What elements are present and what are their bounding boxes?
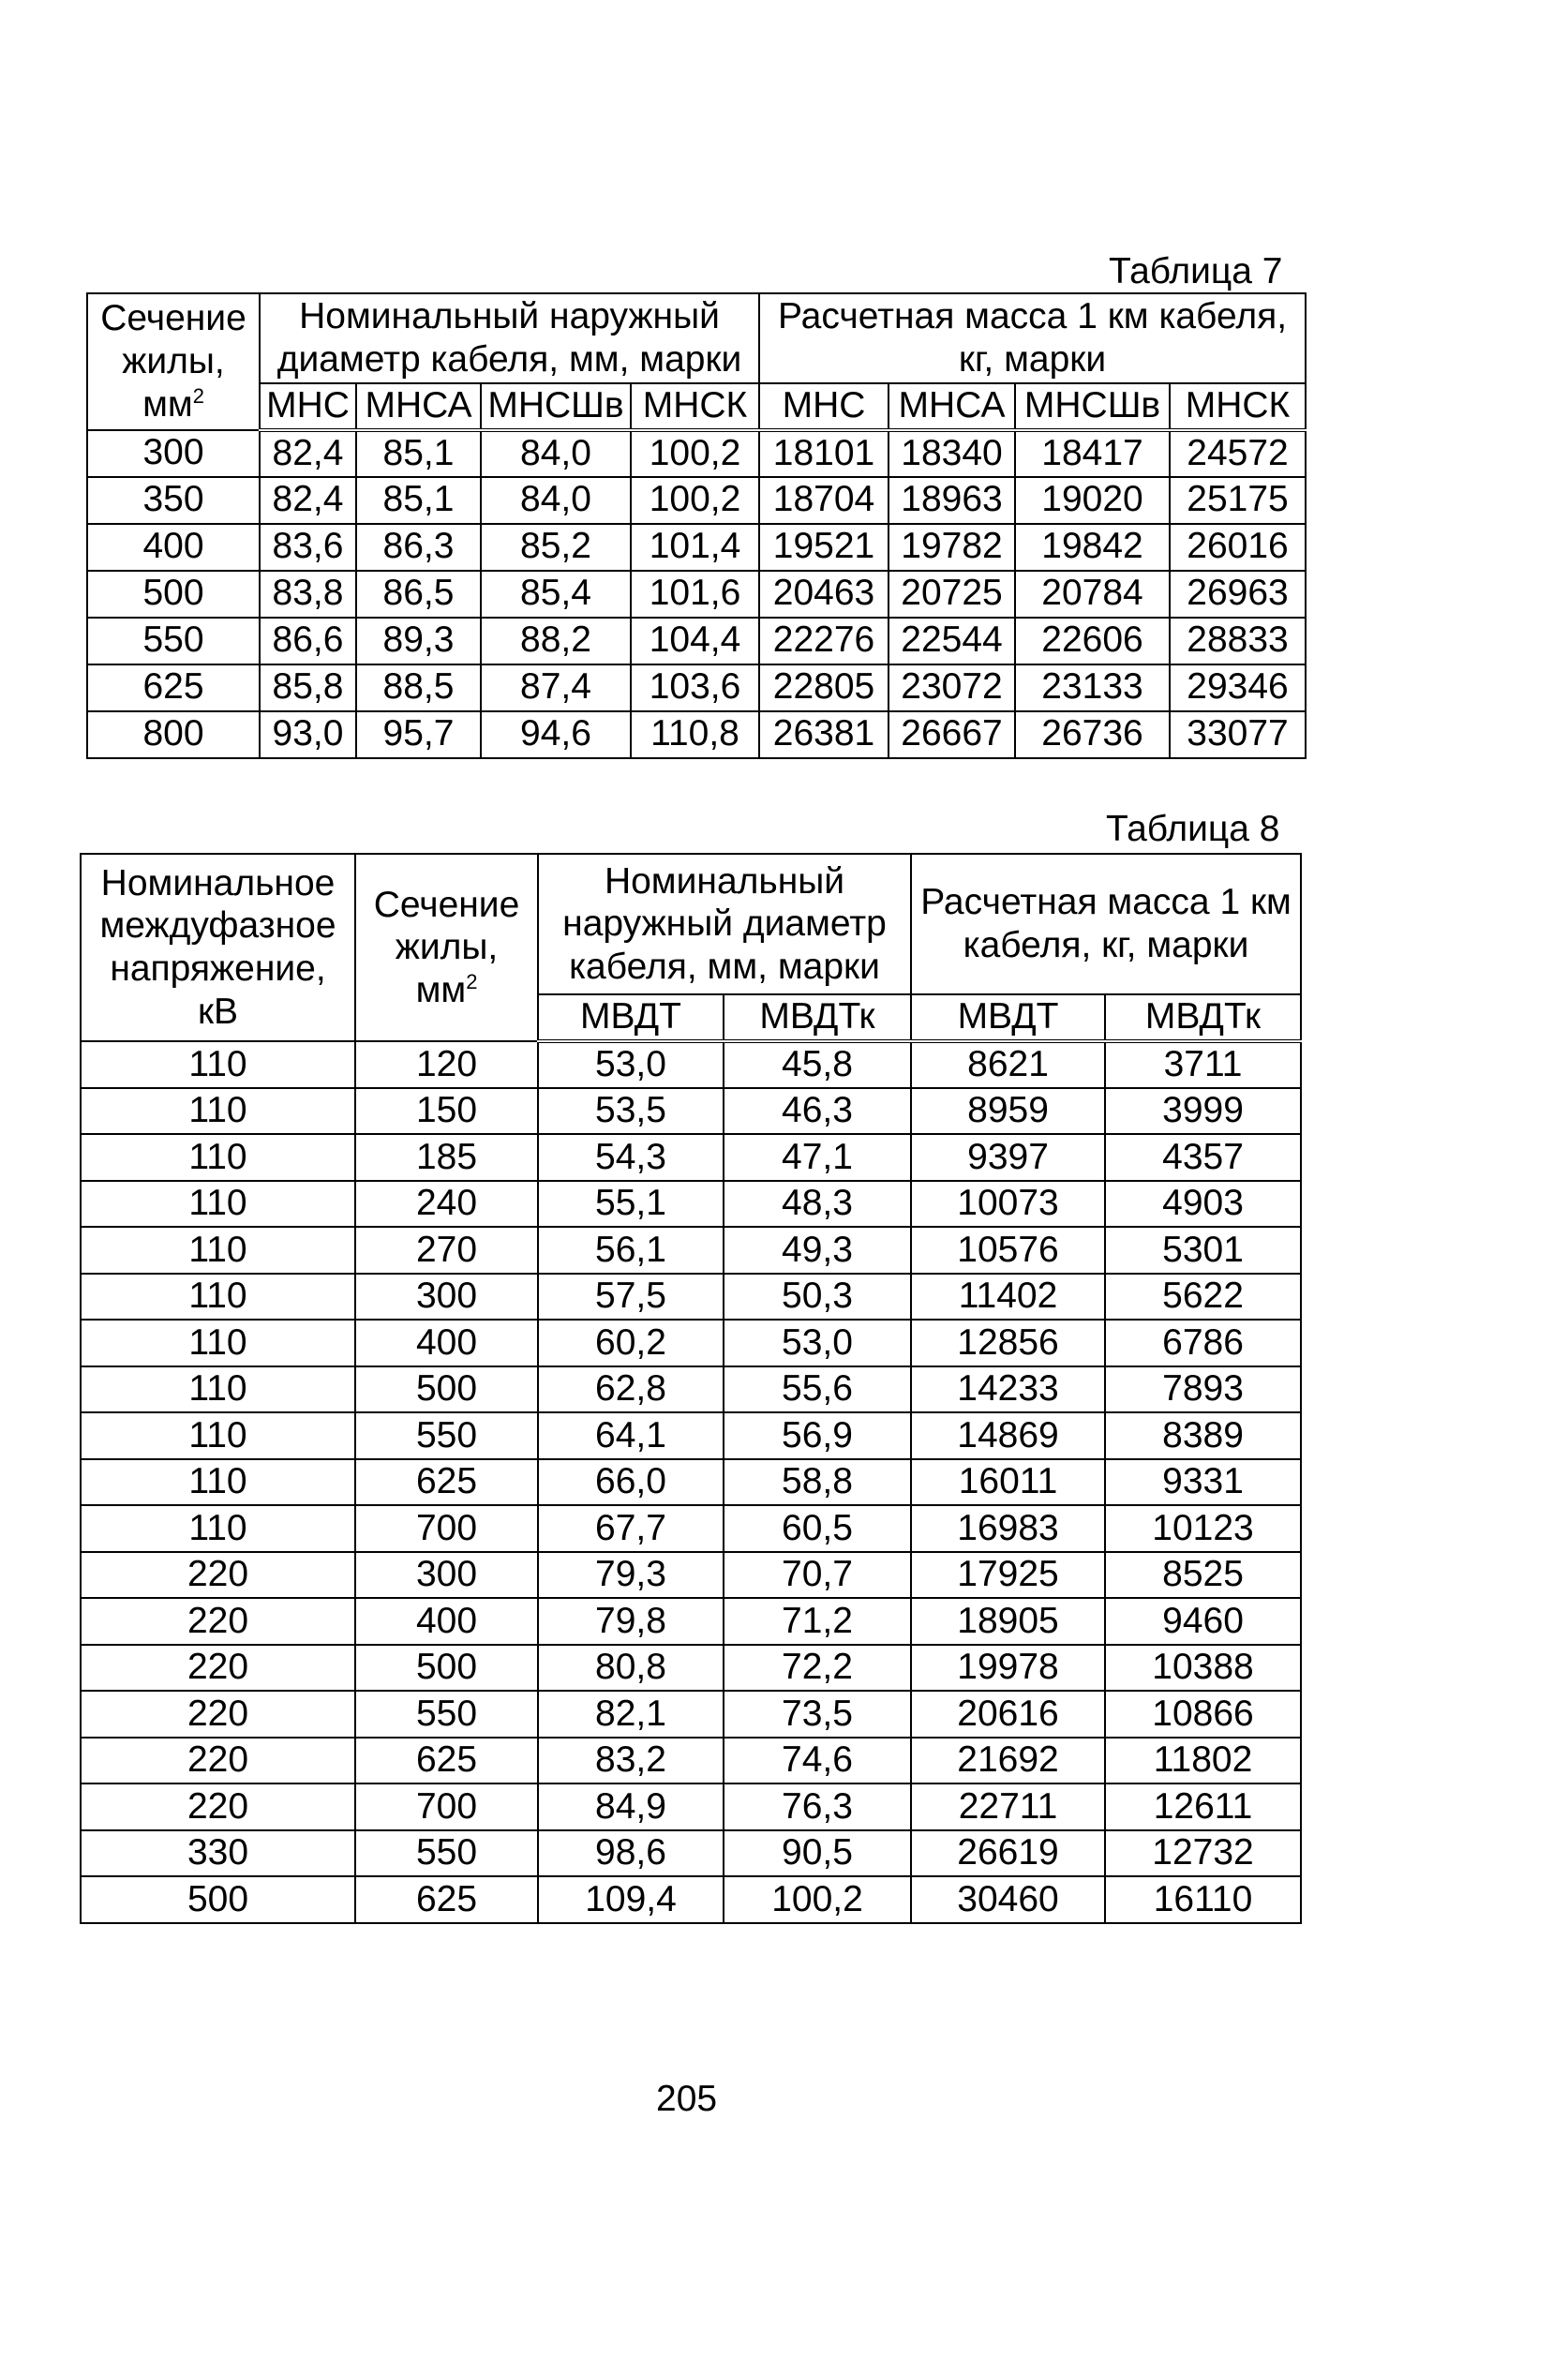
- table-row: [81, 1459, 1301, 1506]
- table-cell: 26963: [1170, 571, 1306, 618]
- table-cell: 16011: [911, 1459, 1105, 1506]
- table-cell: 104,4: [631, 618, 759, 664]
- table-cell: 11802: [1105, 1738, 1301, 1784]
- table-row: [87, 477, 1306, 524]
- table-row: [81, 1134, 1301, 1181]
- table7-brand-header: МНСК: [1170, 383, 1306, 430]
- table8-header-diameter: Номинальный наружный диаметр кабеля, мм, марки: [538, 854, 911, 994]
- table-cell: 86,5: [356, 571, 481, 618]
- table-cell: 100,2: [631, 430, 759, 477]
- table8-brand-header: МВДТк: [724, 994, 911, 1041]
- table-cell: 110: [81, 1412, 355, 1459]
- table7-header-mass: Расчетная масса 1 км кабеля, кг, марки: [759, 293, 1306, 383]
- table-cell: 85,8: [260, 664, 356, 711]
- table-cell: 3999: [1105, 1088, 1301, 1135]
- table-cell: 50,3: [724, 1274, 911, 1321]
- table-cell: 400: [355, 1598, 538, 1645]
- table-cell: 55,1: [538, 1181, 724, 1228]
- table-cell: 101,4: [631, 524, 759, 571]
- table-cell: 18704: [759, 477, 889, 524]
- table-cell: 220: [81, 1598, 355, 1645]
- table-cell: 700: [355, 1783, 538, 1830]
- table-cell: 625: [87, 664, 260, 711]
- table-cell: 3711: [1105, 1041, 1301, 1088]
- table-cell: 625: [355, 1876, 538, 1923]
- table-row: [81, 1645, 1301, 1692]
- table-cell: 625: [355, 1459, 538, 1506]
- table-cell: 82,4: [260, 477, 356, 524]
- table-cell: 220: [81, 1783, 355, 1830]
- table-cell: 20616: [911, 1691, 1105, 1738]
- table-cell: 49,3: [724, 1227, 911, 1274]
- table-cell: 71,2: [724, 1598, 911, 1645]
- table-cell: 500: [81, 1876, 355, 1923]
- table-cell: 220: [81, 1691, 355, 1738]
- table-cell: 26016: [1170, 524, 1306, 571]
- table-row: [87, 618, 1306, 664]
- table-cell: 110: [81, 1041, 355, 1088]
- table-cell: 83,2: [538, 1738, 724, 1784]
- table-cell: 9460: [1105, 1598, 1301, 1645]
- table-cell: 19782: [889, 524, 1015, 571]
- table-cell: 26736: [1015, 711, 1170, 758]
- table-cell: 73,5: [724, 1691, 911, 1738]
- table-cell: 18340: [889, 430, 1015, 477]
- table-row: [81, 1320, 1301, 1366]
- table-cell: 110: [81, 1366, 355, 1413]
- table-row: [81, 1088, 1301, 1135]
- table-cell: 30460: [911, 1876, 1105, 1923]
- table-cell: 22711: [911, 1783, 1105, 1830]
- table-cell: 500: [355, 1366, 538, 1413]
- table8-header-voltage: Номинальное междуфазное напряжение, кВ: [81, 854, 355, 1041]
- table-cell: 24572: [1170, 430, 1306, 477]
- table-row: [87, 711, 1306, 758]
- table7-brand-header: МНСА: [356, 383, 481, 430]
- table-cell: 46,3: [724, 1088, 911, 1135]
- table-cell: 300: [355, 1274, 538, 1321]
- table-cell: 85,4: [481, 571, 631, 618]
- table-cell: 400: [355, 1320, 538, 1366]
- table-cell: 270: [355, 1227, 538, 1274]
- table-cell: 55,6: [724, 1366, 911, 1413]
- table-cell: 16110: [1105, 1876, 1301, 1923]
- table7-header-diameter: Номинальный наружный диаметр кабеля, мм, марки: [260, 293, 759, 383]
- table-cell: 26619: [911, 1830, 1105, 1877]
- table-cell: 18963: [889, 477, 1015, 524]
- table-cell: 110: [81, 1088, 355, 1135]
- table-cell: 58,8: [724, 1459, 911, 1506]
- table-cell: 79,8: [538, 1598, 724, 1645]
- table-cell: 18417: [1015, 430, 1170, 477]
- table-cell: 53,0: [538, 1041, 724, 1088]
- table-cell: 83,6: [260, 524, 356, 571]
- table-row: [81, 1041, 1301, 1088]
- table-cell: 29346: [1170, 664, 1306, 711]
- table-cell: 18905: [911, 1598, 1105, 1645]
- table-cell: 103,6: [631, 664, 759, 711]
- table-cell: 54,3: [538, 1134, 724, 1181]
- table-cell: 5301: [1105, 1227, 1301, 1274]
- table-cell: 7893: [1105, 1366, 1301, 1413]
- table-cell: 18101: [759, 430, 889, 477]
- table-cell: 220: [81, 1552, 355, 1599]
- table-cell: 110: [81, 1134, 355, 1181]
- table-cell: 4903: [1105, 1181, 1301, 1228]
- table-cell: 12611: [1105, 1783, 1301, 1830]
- table-cell: 9331: [1105, 1459, 1301, 1506]
- table-row: [81, 1181, 1301, 1228]
- table-cell: 240: [355, 1181, 538, 1228]
- table7-brand-header: МНС: [759, 383, 889, 430]
- table-cell: 67,7: [538, 1505, 724, 1552]
- table-cell: 550: [87, 618, 260, 664]
- table-cell: 625: [355, 1738, 538, 1784]
- table8: [80, 853, 1302, 1924]
- table-cell: 300: [87, 430, 260, 477]
- table-cell: 85,1: [356, 477, 481, 524]
- table-cell: 185: [355, 1134, 538, 1181]
- table-cell: 88,5: [356, 664, 481, 711]
- table-cell: 74,6: [724, 1738, 911, 1784]
- table-cell: 33077: [1170, 711, 1306, 758]
- table-row: [81, 1830, 1301, 1877]
- table-row: [87, 524, 1306, 571]
- table-cell: 110,8: [631, 711, 759, 758]
- table-cell: 110: [81, 1459, 355, 1506]
- table-cell: 220: [81, 1738, 355, 1784]
- table-cell: 550: [355, 1691, 538, 1738]
- table-cell: 500: [355, 1645, 538, 1692]
- table-cell: 89,3: [356, 618, 481, 664]
- table-cell: 22276: [759, 618, 889, 664]
- table-cell: 4357: [1105, 1134, 1301, 1181]
- table-cell: 550: [355, 1830, 538, 1877]
- table-row: [81, 1598, 1301, 1645]
- table-cell: 84,9: [538, 1783, 724, 1830]
- table-cell: 6786: [1105, 1320, 1301, 1366]
- table-cell: 12732: [1105, 1830, 1301, 1877]
- table-cell: 26381: [759, 711, 889, 758]
- table-cell: 350: [87, 477, 260, 524]
- table-cell: 14233: [911, 1366, 1105, 1413]
- table-row: [87, 571, 1306, 618]
- table-cell: 25175: [1170, 477, 1306, 524]
- table-cell: 150: [355, 1088, 538, 1135]
- table7-brand-header: МНСШв: [481, 383, 631, 430]
- table7-brand-header: МНСА: [889, 383, 1015, 430]
- table-cell: 28833: [1170, 618, 1306, 664]
- table-cell: 22544: [889, 618, 1015, 664]
- table-cell: 109,4: [538, 1876, 724, 1923]
- table-row: [87, 664, 1306, 711]
- table-cell: 550: [355, 1412, 538, 1459]
- table7-header-section: Сечение жилы, $мм^2$: [87, 293, 260, 430]
- table-cell: 48,3: [724, 1181, 911, 1228]
- table-cell: 95,7: [356, 711, 481, 758]
- table-cell: 19842: [1015, 524, 1170, 571]
- table-cell: 16983: [911, 1505, 1105, 1552]
- table-cell: 10073: [911, 1181, 1105, 1228]
- table-cell: 9397: [911, 1134, 1105, 1181]
- table-cell: 82,4: [260, 430, 356, 477]
- table-cell: 110: [81, 1505, 355, 1552]
- table-cell: 22805: [759, 664, 889, 711]
- table-cell: 8389: [1105, 1412, 1301, 1459]
- table-cell: 100,2: [724, 1876, 911, 1923]
- table-cell: 10866: [1105, 1691, 1301, 1738]
- table7-caption: Таблица 7: [1109, 251, 1283, 291]
- table-cell: 90,5: [724, 1830, 911, 1877]
- table-cell: 94,6: [481, 711, 631, 758]
- table-cell: 300: [355, 1552, 538, 1599]
- table-cell: 220: [81, 1645, 355, 1692]
- table-cell: 66,0: [538, 1459, 724, 1506]
- table-cell: 8959: [911, 1088, 1105, 1135]
- table-cell: 98,6: [538, 1830, 724, 1877]
- table-row: [81, 1366, 1301, 1413]
- table-cell: 11402: [911, 1274, 1105, 1321]
- table-cell: 84,0: [481, 430, 631, 477]
- table-cell: 53,0: [724, 1320, 911, 1366]
- table-cell: 500: [87, 571, 260, 618]
- table-cell: 86,6: [260, 618, 356, 664]
- table-cell: 93,0: [260, 711, 356, 758]
- table-cell: 86,3: [356, 524, 481, 571]
- table-cell: 62,8: [538, 1366, 724, 1413]
- table-row: [87, 430, 1306, 477]
- table-cell: 5622: [1105, 1274, 1301, 1321]
- table-cell: 8621: [911, 1041, 1105, 1088]
- table-cell: 56,9: [724, 1412, 911, 1459]
- table-cell: 20784: [1015, 571, 1170, 618]
- table-cell: 19521: [759, 524, 889, 571]
- table-cell: 19978: [911, 1645, 1105, 1692]
- table-cell: 8525: [1105, 1552, 1301, 1599]
- table-cell: 83,8: [260, 571, 356, 618]
- table-cell: 20463: [759, 571, 889, 618]
- table-cell: 110: [81, 1181, 355, 1228]
- table7-brand-header: МНСШв: [1015, 383, 1170, 430]
- table7-brand-header: МНСК: [631, 383, 759, 430]
- table-cell: 79,3: [538, 1552, 724, 1599]
- table-cell: 101,6: [631, 571, 759, 618]
- table-cell: 20725: [889, 571, 1015, 618]
- table-cell: 56,1: [538, 1227, 724, 1274]
- table-cell: 45,8: [724, 1041, 911, 1088]
- table-cell: 23072: [889, 664, 1015, 711]
- table7-brand-header: МНС: [260, 383, 356, 430]
- table-cell: 80,8: [538, 1645, 724, 1692]
- table-cell: 120: [355, 1041, 538, 1088]
- table-cell: 10576: [911, 1227, 1105, 1274]
- table8-header-mass: Расчетная масса 1 км кабеля, кг, марки: [911, 854, 1301, 994]
- table-row: [81, 1274, 1301, 1321]
- table-row: [81, 1691, 1301, 1738]
- table8-brand-header: МВДТ: [911, 994, 1105, 1041]
- table-cell: 85,2: [481, 524, 631, 571]
- table-cell: 85,1: [356, 430, 481, 477]
- table-row: [81, 1552, 1301, 1599]
- table-cell: 82,1: [538, 1691, 724, 1738]
- table-cell: 47,1: [724, 1134, 911, 1181]
- table-cell: 88,2: [481, 618, 631, 664]
- table-row: [81, 1783, 1301, 1830]
- table-cell: 57,5: [538, 1274, 724, 1321]
- table-cell: 400: [87, 524, 260, 571]
- table-cell: 22606: [1015, 618, 1170, 664]
- table-cell: 10123: [1105, 1505, 1301, 1552]
- table8-brand-header: МВДТ: [538, 994, 724, 1041]
- table-cell: 64,1: [538, 1412, 724, 1459]
- table7: [86, 292, 1307, 759]
- table-cell: 14869: [911, 1412, 1105, 1459]
- table-row: [81, 1876, 1301, 1923]
- table-cell: 12856: [911, 1320, 1105, 1366]
- table-cell: 23133: [1015, 664, 1170, 711]
- table-cell: 76,3: [724, 1783, 911, 1830]
- page-number: 205: [656, 2079, 718, 2119]
- table-cell: 72,2: [724, 1645, 911, 1692]
- table-cell: 10388: [1105, 1645, 1301, 1692]
- table-cell: 60,2: [538, 1320, 724, 1366]
- table-row: [81, 1227, 1301, 1274]
- table-cell: 84,0: [481, 477, 631, 524]
- table-cell: 53,5: [538, 1088, 724, 1135]
- table-cell: 60,5: [724, 1505, 911, 1552]
- table-cell: 110: [81, 1227, 355, 1274]
- table-cell: 17925: [911, 1552, 1105, 1599]
- table-cell: 800: [87, 711, 260, 758]
- table-cell: 70,7: [724, 1552, 911, 1599]
- table-cell: 19020: [1015, 477, 1170, 524]
- table8-header-section: Сечение жилы, $мм^2$: [355, 854, 538, 1041]
- table-row: [81, 1738, 1301, 1784]
- table-cell: 21692: [911, 1738, 1105, 1784]
- table-cell: 110: [81, 1274, 355, 1321]
- table-cell: 87,4: [481, 664, 631, 711]
- table-row: [81, 1505, 1301, 1552]
- table-cell: 700: [355, 1505, 538, 1552]
- table8-caption: Таблица 8: [1106, 809, 1280, 849]
- table-cell: 110: [81, 1320, 355, 1366]
- table-cell: 330: [81, 1830, 355, 1877]
- table-cell: 26667: [889, 711, 1015, 758]
- table-cell: 100,2: [631, 477, 759, 524]
- table-row: [81, 1412, 1301, 1459]
- table8-brand-header: МВДТк: [1105, 994, 1301, 1041]
